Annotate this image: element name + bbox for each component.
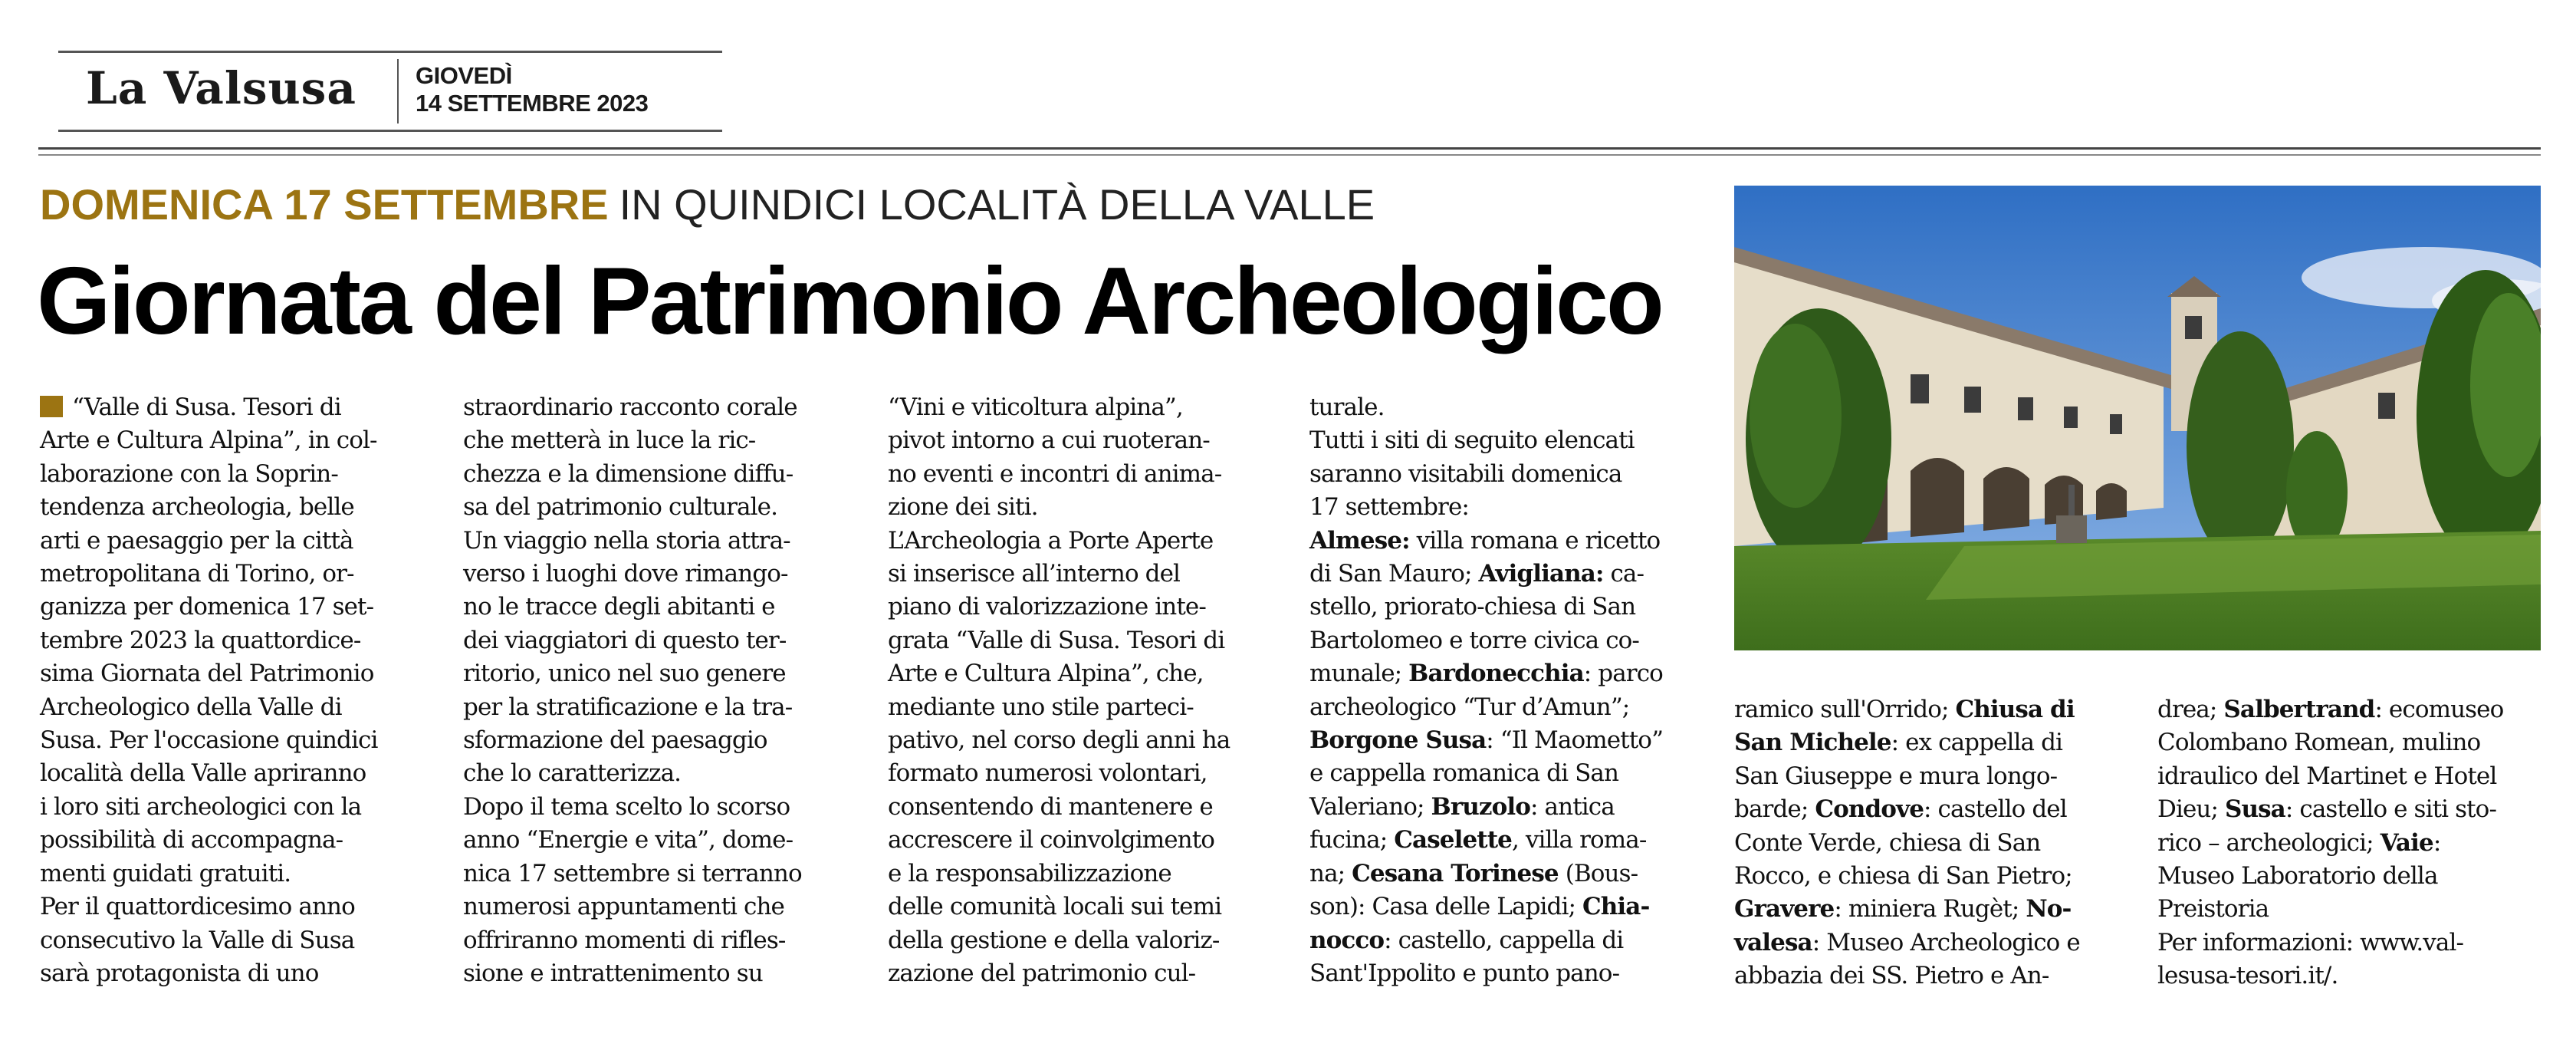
article-text-line: ritorio, unico nel suo genere [463, 660, 786, 688]
article-text-line: della gestione e della valoriz- [888, 926, 1220, 954]
article-text-line: e la responsabilizzazione [888, 859, 1171, 887]
article-text-line: grata “Valle di Susa. Tesori di [888, 626, 1225, 654]
text-run: abbazia dei SS. Pietro e An- [1734, 962, 2049, 990]
text-run: Preistoria [2157, 895, 2269, 923]
article-column-3 [888, 391, 1271, 990]
article-text-line: che lo caratterizza. [463, 759, 682, 788]
text-run: Tutti i siti di seguito elencati [1309, 426, 1635, 455]
text-run: saranno visitabili domenica [1309, 459, 1622, 488]
place-name: valesa [1734, 928, 1812, 956]
place-name: nocco [1309, 926, 1385, 954]
text-run: drea; [2157, 696, 2224, 723]
article-text-line [2157, 726, 2541, 759]
text-run: San Giuseppe e mura longo- [1734, 762, 2058, 790]
article-text-line: sione e intrattenimento su [463, 959, 763, 987]
text-run: barde; [1734, 795, 1815, 824]
article-text-line [1734, 793, 2118, 826]
place-name: Gravere [1734, 895, 1835, 923]
article-column-6 [2157, 693, 2541, 993]
text-run: Per informazioni: www.val- [2157, 928, 2464, 956]
article-text-line [2157, 960, 2541, 993]
article-text-line [1309, 957, 1693, 990]
text-run: lesusa-tesori.it/. [2157, 962, 2338, 990]
article-text-line: che metterà in luce la ric- [463, 426, 756, 455]
issue-weekday: GIOVEDÌ [416, 62, 512, 89]
article-text-line [1309, 858, 1693, 891]
text-run: e cappella romanica di San [1309, 759, 1619, 788]
place-name: Chia- [1582, 893, 1650, 921]
article-text-line: L’Archeologia a Porte Aperte [888, 526, 1214, 555]
place-name: Almese: [1309, 526, 1410, 555]
article-text-line: pativo, nel corso degli anni ha [888, 726, 1230, 755]
article-text-line: arti e paesaggio per la città [40, 526, 353, 555]
article-text-line [2157, 893, 2541, 926]
text-run: Valeriano; [1309, 792, 1431, 821]
text-run: : castello del [1924, 795, 2067, 824]
article-text-line [1309, 924, 1693, 957]
article-text-line [1309, 558, 1693, 591]
article-text-line [1734, 960, 2118, 993]
article-text-line: laborazione con la Soprin- [40, 459, 338, 488]
article-text-line: Archeologico della Valle di [40, 693, 342, 721]
place-name: Vaie [2380, 828, 2433, 857]
article-text-line: ganizza per domenica 17 set- [40, 593, 374, 621]
article-text-line: dei viaggiatori di questo ter- [463, 626, 787, 654]
article-text-line: Per il quattordicesimo anno [40, 893, 355, 921]
text-run: rico – archeologici; [2157, 828, 2380, 857]
text-run: Bartolomeo e torre civica co- [1309, 626, 1639, 654]
article-headline: Giornata del Patrimonio Archeologico [37, 249, 1662, 354]
text-run: (Bous- [1558, 859, 1638, 887]
article-text-line [1309, 691, 1693, 724]
text-run: idraulico del Martinet e Hotel [2157, 762, 2497, 790]
article-text-line [1309, 891, 1693, 923]
article-text-line: numerosi appuntamenti che [463, 893, 784, 921]
article-text-line [1734, 827, 2118, 860]
article-text-line [1309, 391, 1693, 424]
article-text-line [1309, 591, 1693, 624]
article-text-line [1734, 927, 2118, 960]
place-name: Salbertrand [2223, 696, 2375, 723]
text-run: : parco [1583, 660, 1663, 688]
text-run: : antica [1530, 792, 1615, 821]
article-text-line: si inserisce all’interno del [888, 560, 1181, 588]
text-run: Conte Verde, chiesa di San [1734, 828, 2041, 857]
photo-illustration [1734, 186, 2541, 650]
article-column-1 [40, 391, 423, 990]
article-text-line: sformazione del paesaggio [463, 726, 767, 755]
article-text-line: chezza e la dimensione diffu- [463, 459, 794, 488]
article-text-line: piano di valorizzazione inte- [888, 593, 1206, 621]
masthead-divider [397, 59, 399, 123]
article-text-line: nica 17 settembre si terranno [463, 859, 802, 887]
article-text-line: i loro siti archeologici con la [40, 792, 362, 821]
article-text-line: zazione del patrimonio cul- [888, 959, 1196, 987]
place-name: San Michele [1734, 729, 1891, 757]
article-text-line [1734, 893, 2118, 926]
article-text-line [1309, 525, 1693, 558]
article-text-line: sa del patrimonio culturale. [463, 493, 778, 522]
article-text-line: no le tracce degli abitanti e [463, 593, 775, 621]
article-kicker [40, 178, 1375, 232]
place-name: Condove [1815, 795, 1924, 824]
text-run: : castello, cappella di [1384, 926, 1624, 954]
article-text-line: Susa. Per l'occasione quindici [40, 726, 378, 755]
issue-full-date: 14 SETTEMBRE 2023 [416, 90, 649, 117]
article-text-line [2157, 827, 2541, 860]
article-text-line: “Vini e viticoltura alpina”, [888, 393, 1183, 421]
text-run: di San Mauro; [1309, 560, 1479, 588]
article-text-line [1734, 760, 2118, 793]
article-text-line [1734, 726, 2118, 759]
article-text-line: anno “Energie e vita”, dome- [463, 826, 794, 854]
newspaper-name: La Valsusa [86, 62, 356, 114]
text-run: ramico sull'Orrido; [1734, 696, 1956, 723]
text-run: turale. [1309, 393, 1385, 421]
article-text-line [1309, 491, 1693, 524]
kicker-subtitle: IN QUINDICI LOCALITÀ DELLA VALLE [619, 180, 1375, 229]
article-text-line: delle comunità locali sui temi [888, 893, 1222, 921]
article-column-2 [463, 391, 846, 990]
kicker-date: DOMENICA 17 SETTEMBRE [40, 180, 609, 229]
text-run: na; [1309, 859, 1352, 887]
article-text-line [2157, 760, 2541, 793]
place-name: Susa [2224, 795, 2285, 824]
article-text-line: formato numerosi volontari, [888, 759, 1208, 788]
place-name: No- [2026, 895, 2072, 923]
section-rule-thin [38, 154, 2541, 156]
article-text-line: Arte e Cultura Alpina”, che, [888, 660, 1204, 688]
place-name: Avigliana: [1478, 560, 1604, 588]
square-bullet-icon [40, 396, 63, 417]
place-name: Caselette [1394, 826, 1512, 854]
text-run: fucina; [1309, 826, 1395, 854]
article-text-line [1309, 724, 1693, 757]
section-rule [38, 147, 2541, 150]
article-text-line [2157, 793, 2541, 826]
issue-date [416, 62, 648, 117]
text-run: : Museo Archeologico e [1812, 928, 2080, 956]
text-run: archeologico “Tur d’Amun”; [1309, 693, 1630, 721]
article-text-line [1309, 757, 1693, 790]
article-text-line: accrescere il coinvolgimento [888, 826, 1215, 854]
text-run: villa romana e ricetto [1409, 526, 1661, 555]
article-text-line: “Valle di Susa. Tesori di [40, 391, 423, 424]
article-text-line: Arte e Cultura Alpina”, in col- [40, 426, 377, 455]
article-text-line: menti guidati gratuiti. [40, 859, 291, 887]
article-text-line: località della Valle apriranno [40, 759, 366, 788]
text-run: : miniera Rugèt; [1834, 895, 2026, 923]
text-run: : ecomuseo [2374, 696, 2504, 723]
text-run: 17 settembre: [1309, 493, 1469, 522]
article-text-line: mediante uno stile parteci- [888, 693, 1194, 721]
masthead [58, 51, 722, 132]
article-text-line: zione dei siti. [888, 493, 1038, 522]
article-text-line [1309, 624, 1693, 657]
text-run: : [2433, 828, 2441, 857]
article-text-line [1309, 458, 1693, 491]
article-text-line: sarà protagonista di uno [40, 959, 319, 987]
article-text-line: consecutivo la Valle di Susa [40, 926, 355, 954]
place-name: Borgone Susa [1309, 726, 1487, 755]
text-run: son): Casa delle Lapidi; [1309, 893, 1582, 921]
text-run: Rocco, e chiesa di San Pietro; [1734, 862, 2072, 891]
article-text-line [2157, 927, 2541, 960]
place-name: Bardonecchia [1408, 660, 1584, 688]
place-name: Cesana Torinese [1352, 859, 1559, 887]
article-text-line: pivot intorno a cui ruoteran- [888, 426, 1210, 455]
article-text-line [1309, 824, 1693, 857]
article-text-line: tembre 2023 la quattordice- [40, 626, 361, 654]
text-run: munale; [1309, 660, 1409, 688]
text-run: , villa roma- [1511, 826, 1647, 854]
article-text-line: possibilità di accompagna- [40, 826, 343, 854]
cloister-courtyard-photo [1734, 186, 2541, 650]
article-text-line [1734, 860, 2118, 893]
article-column-4 [1309, 391, 1693, 990]
article-text-line: offriranno momenti di rifles- [463, 926, 786, 954]
article-text-line: tendenza archeologia, belle [40, 493, 354, 522]
text-run: Sant'Ippolito e punto pano- [1309, 959, 1620, 987]
text-run: stello, priorato-chiesa di San [1309, 593, 1636, 621]
text-run: : castello e siti sto- [2285, 795, 2497, 824]
article-text-line: straordinario racconto corale [463, 393, 797, 421]
text-run: ca- [1603, 560, 1644, 588]
text-run: Dieu; [2157, 795, 2225, 824]
text-run: Colombano Romean, mulino [2157, 729, 2481, 757]
place-name: Chiusa di [1955, 696, 2075, 723]
text-run: Museo Laboratorio della [2157, 862, 2438, 891]
article-text-line: consentendo di mantenere e [888, 792, 1213, 821]
article-text-line: per la stratificazione e la tra- [463, 693, 793, 721]
article-text-line: no eventi e incontri di anima- [888, 459, 1222, 488]
article-text-line: metropolitana di Torino, or- [40, 560, 354, 588]
article-text-line: verso i luoghi dove rimango- [463, 560, 788, 588]
article-text-line [2157, 693, 2541, 726]
article-text-line [1309, 424, 1693, 457]
article-text-line [1309, 657, 1693, 690]
text-run: : ex cappella di [1891, 729, 2063, 757]
place-name: Bruzolo [1431, 792, 1531, 821]
article-text-line [2157, 860, 2541, 893]
article-text-line: Dopo il tema scelto lo scorso [463, 792, 790, 821]
article-column-5 [1734, 693, 2118, 993]
text-run: : “Il Maometto” [1486, 726, 1664, 755]
article-text-line: sima Giornata del Patrimonio [40, 660, 374, 688]
article-text-line [1309, 791, 1693, 824]
article-text-line: Un viaggio nella storia attra- [463, 526, 790, 555]
article-text-line [1734, 693, 2118, 726]
